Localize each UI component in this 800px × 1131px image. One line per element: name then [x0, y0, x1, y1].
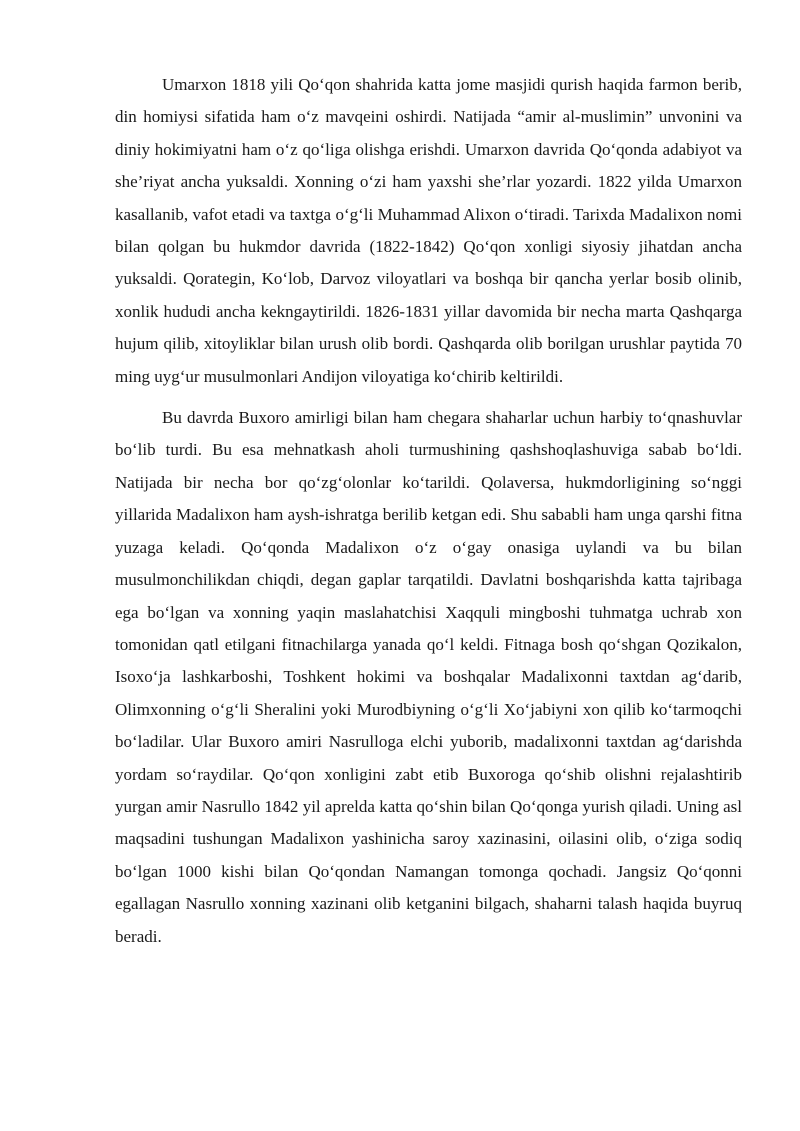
paragraph-1: Umarxon 1818 yili Qo‘qon shahrida katta jome masjidi qurish haqida farmon berib, din homiysi sifatida ham o‘z mavqeini oshirdi. Natijada “amir al-muslimin” unvonini va diniy hokimiyatni ham o‘z qo‘liga olishga erishdi. Umarxon davrida Qo‘qonda adabiyot va she’riyat ancha yuksaldi. Xonning o‘zi ham yaxshi she’rlar yozardi. 1822 yilda Umarxon kasallanib, vafot etadi va taxtga o‘g‘li Muhammad Alixon o‘tiradi. Tarixda Madalixon nomi bilan qolgan bu hukmdor davrida (1822-1842) Qo‘qon xonligi siyosiy jihatdan ancha yuksaldi. Qorategin, Ko‘lob, Darvoz viloyatlari va boshqa bir qancha yerlar bosib olinib, xonlik hududi ancha kekngaytirildi. 1826-1831 yillar davomida bir necha marta Qashqarga hujum qilib, xitoyliklar bilan urush olib bordi. Qashqarda olib borilgan urushlar paytida 70 ming uyg‘ur musulmonlari Andijon viloyatiga ko‘chirib keltirildi. [115, 75, 742, 386]
paragraph-2: Bu davrda Buxoro amirligi bilan ham chegara shaharlar uchun harbiy to‘qnashuvlar bo‘lib turdi. Bu esa mehnatkash aholi turmushining qashshoqlashuviga sabab bo‘ldi. Natijada bir necha bor qo‘zg‘olonlar ko‘tarildi. Qolaversa, hukmdorligining so‘nggi yillarida Madalixon ham aysh-ishratga berilib ketgan edi. Shu sababli ham unga qarshi fitna yuzaga keladi. Qo‘qonda Madalixon o‘z o‘gay onasiga uylandi va bu bilan musulmonchilikdan chiqdi, degan gaplar tarqatildi. Davlatni boshqarishda katta tajribaga ega bo‘lgan va xonning yaqin maslahatchisi Xaqquli mingboshi tuhmatga uchrab xon tomonidan qatl etilgani fitnachilarga yanada qo‘l keldi. Fitnaga bosh qo‘shgan Qozikalon, Isoxo‘ja lashkarboshi, Toshkent hokimi va boshqalar Madalixonni taxtdan ag‘darib, Olimxonning o‘g‘li Sheralini yoki Murodbiyning o‘g‘li Xo‘jabiyni xon qilib ko‘tarmoqchi bo‘ladilar. Ular Buxoro amiri Nasrulloga elchi yuborib, madalixonni taxtdan ag‘darishda yordam so‘raydilar. Qo‘qon xonligini zabt etib Buxoroga qo‘shib olishni rejalashtirib yurgan amir Nasrullo 1842 yil aprelda katta qo‘shin bilan Qo‘qonga yurish qiladi. Uning asl maqsadini tushungan Madalixon yashinicha saroy xazinasini, oilasini olib, o‘ziga sodiq bo‘lgan 1000 kishi bilan Qo‘qondan Namangan tomonga qochadi. Jangsiz Qo‘qonni egallagan Nasrullo xonning xazinani olib ketganini bilgach, shaharni talash haqida buyruq beradi. [115, 408, 742, 946]
document-body [115, 69, 742, 953]
